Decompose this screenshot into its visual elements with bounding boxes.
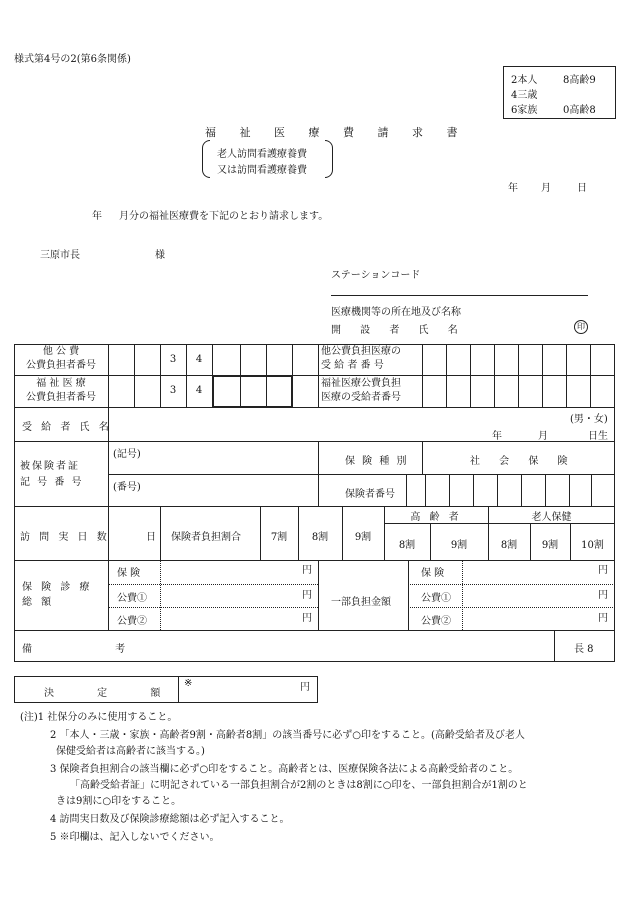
remarks-label: 備 考: [22, 644, 166, 655]
founder-label: 開 設 者 氏 名: [331, 325, 466, 336]
note-5: 5 ※印欄は、記入しないでください。: [50, 832, 220, 843]
copay-label: 一部負担金額: [331, 597, 391, 608]
other-public-digit-3: 3: [169, 354, 177, 365]
copay-public-1-label: 公費①: [421, 593, 451, 604]
public-2-row-label: 公費②: [117, 616, 147, 627]
decision-label: 決 定 額: [44, 688, 181, 699]
ratio-7[interactable]: 7割: [270, 532, 288, 543]
welfare-digit-4: 4: [195, 385, 203, 396]
request-sentence: 月分の福祉医療費を下記のとおり請求します。: [119, 211, 329, 222]
insurance-row-label: 保 険: [117, 568, 141, 579]
public-1-yen: 円: [302, 590, 312, 601]
date-month: 月: [541, 183, 551, 194]
honorific: 様: [155, 250, 165, 261]
elderly-health-ratio-10[interactable]: 10割: [581, 540, 604, 551]
ratio-8[interactable]: 8割: [311, 532, 329, 543]
note-4: 4 訪問実日数及び保険診療総額は必ず記入すること。: [50, 814, 290, 825]
insurance-type-label: 保 険 種 別: [345, 456, 409, 467]
decision-yen: 円: [300, 682, 310, 693]
copay-public-1-yen: 円: [598, 590, 608, 601]
copay-insurance-label: 保 険: [421, 568, 445, 579]
insurance-yen: 円: [302, 565, 312, 576]
elderly-health-ratio-9[interactable]: 9割: [541, 540, 559, 551]
other-public-recipient-label: 他公費負担医療の 受 給 者 番 号: [321, 346, 401, 371]
other-public-digit-4: 4: [195, 354, 203, 365]
subtitle-elderly: 老人訪問看護療養費: [217, 149, 307, 160]
burden-ratio-label: 保険者負担割合: [171, 532, 241, 543]
other-public-payer-label: 他 公 費 公費負担者番号: [26, 346, 96, 371]
visit-days-label: 訪 問 実 日 数: [20, 532, 110, 543]
welfare-number-bold-box: [212, 375, 293, 408]
address-label: 医療機関等の所在地及び名称: [331, 307, 461, 318]
public-2-yen: 円: [302, 613, 312, 624]
note-1: (注)1 社保分のみに使用すること。: [20, 712, 178, 723]
station-code-line: [331, 295, 588, 296]
birth-month: 月: [538, 431, 548, 442]
request-year: 年: [92, 211, 102, 222]
visit-days-unit: 日: [146, 532, 156, 543]
code-honnin: 2本人: [511, 75, 538, 86]
note-3-cont-2: きは9割に○印をすること。: [56, 796, 182, 807]
total-amount-label: 保 険 診 療 総 額: [22, 582, 93, 608]
elderly-health-ratio-8[interactable]: 8割: [500, 540, 518, 551]
public-1-row-label: 公費①: [117, 593, 147, 604]
gender-field: (男・女): [570, 414, 608, 425]
note-2: 2 「本人・三歳・家族・高齢者9割・高齢者8割」の該当番号に必ず○印をすること。(高齢受給者及び老人: [50, 730, 525, 741]
elderly-header: 高 齢 者: [410, 512, 462, 523]
decision-mark: ※: [184, 678, 193, 689]
date-year: 年: [508, 183, 518, 194]
card-symbol-label: (記号): [113, 449, 141, 460]
code-three-years: 4三歳: [511, 90, 538, 101]
right-brace: [325, 140, 333, 178]
note-3-cont-1: 「高齢受給者証」に明記されている一部負担割合が2割のときは8割に○印を、一部負担割合が1割のと: [70, 780, 528, 791]
page-reference: 長 8: [574, 644, 594, 655]
subtitle-visit: 又は訪問看護療養費: [217, 165, 307, 176]
insured-card-label: 被保険者証 記 号 番 号: [20, 461, 84, 488]
elderly-health-header: 老人保健: [531, 512, 572, 523]
copay-public-2-label: 公費②: [421, 616, 451, 627]
code-elderly-9: 8高齢9: [563, 75, 596, 86]
welfare-payer-label: 福 祉 医 療 公費負担者番号: [26, 378, 96, 403]
page-title: 福 祉 医 療 費 請 求 書: [205, 126, 468, 139]
seal-mark: 印: [574, 320, 588, 334]
code-elderly-8: 0高齢8: [563, 105, 596, 116]
station-code-label: ステーションコード: [331, 270, 421, 281]
insurance-type-value: 社 会 保 険: [470, 456, 576, 467]
card-number-label: (番号): [113, 482, 141, 493]
date-day: 日: [577, 183, 587, 194]
birth-day: 日生: [588, 431, 608, 442]
form-number: 様式第4号の2(第6条関係): [14, 54, 131, 65]
birth-year: 年: [492, 431, 502, 442]
welfare-digit-3: 3: [169, 385, 177, 396]
copay-public-2-yen: 円: [598, 613, 608, 624]
copay-insurance-yen: 円: [598, 565, 608, 576]
insurer-number-label: 保険者番号: [345, 489, 395, 500]
note-3: 3 保険者負担割合の該当欄に必ず○印をすること。高齢者とは、医療保険各法による高齢受給者のこと。: [50, 764, 519, 775]
code-family: 6家族: [511, 105, 538, 116]
elderly-ratio-8[interactable]: 8割: [398, 540, 416, 551]
recipient-name-label: 受 給 者 氏 名: [22, 422, 112, 433]
left-brace: [202, 140, 210, 178]
note-2-cont: 保健受給者は高齢者に該当する。): [56, 746, 205, 757]
ratio-9[interactable]: 9割: [354, 532, 372, 543]
welfare-recipient-label: 福祉医療公費負担 医療の受給者番号: [321, 378, 401, 403]
addressee: 三原市長: [40, 250, 80, 261]
elderly-ratio-9[interactable]: 9割: [450, 540, 468, 551]
